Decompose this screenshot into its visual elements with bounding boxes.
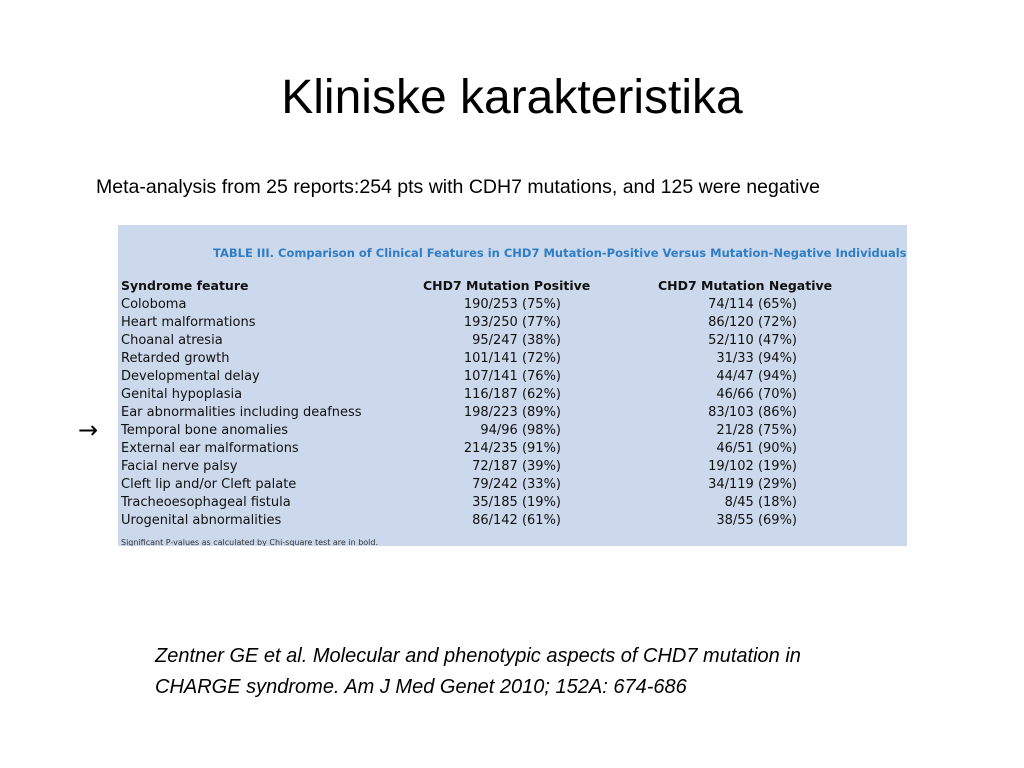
table-row: [118, 350, 907, 368]
positive-cell: 214/235 (91%): [463, 441, 561, 456]
positive-cell: 190/253 (75%): [463, 297, 561, 312]
table-row: [118, 476, 907, 494]
negative-cell: 31/33 (94%): [716, 351, 797, 366]
table-row: [118, 296, 907, 314]
feature-cell: Heart malformations: [121, 315, 256, 330]
comparison-table: [118, 225, 907, 546]
feature-cell: Tracheoesophageal fistula: [121, 495, 291, 510]
negative-cell: 19/102 (19%): [708, 459, 797, 474]
table-row: [118, 458, 907, 476]
positive-cell: 101/141 (72%): [463, 351, 561, 366]
slide-title: Kliniske karakteristika: [281, 71, 743, 124]
feature-cell: Cleft lip and/or Cleft palate: [121, 477, 297, 492]
feature-cell: Coloboma: [121, 297, 187, 312]
positive-cell: 193/250 (77%): [463, 315, 561, 330]
feature-cell: Retarded growth: [121, 351, 230, 366]
positive-cell: 116/187 (62%): [463, 387, 561, 402]
feature-cell: External ear malformations: [121, 441, 299, 456]
feature-cell: Ear abnormalities including deafness: [121, 405, 362, 420]
table-row: [118, 404, 907, 422]
header-mutation-negative: CHD7 Mutation Negative: [658, 278, 833, 293]
feature-cell: Genital hypoplasia: [121, 387, 243, 402]
table-row: [118, 368, 907, 386]
citation: [155, 641, 955, 703]
positive-cell: 35/185 (19%): [472, 495, 561, 510]
feature-cell: Choanal atresia: [121, 333, 223, 348]
positive-cell: 86/142 (61%): [472, 513, 561, 528]
negative-cell: 44/47 (94%): [716, 369, 797, 384]
positive-cell: 107/141 (76%): [463, 369, 561, 384]
header-mutation-positive: CHD7 Mutation Positive: [423, 278, 591, 293]
citation-line: CHARGE syndrome. Am J Med Genet 2010; 152A: 674-686: [155, 676, 687, 698]
table-header: [118, 278, 907, 296]
table-row: [118, 422, 907, 440]
negative-cell: 34/119 (29%): [708, 477, 797, 492]
slide-subtitle: Meta-analysis from 25 reports:254 pts with CDH7 mutations, and 125 were negative: [96, 176, 821, 198]
feature-cell: Facial nerve palsy: [121, 459, 238, 474]
feature-cell: Temporal bone anomalies: [121, 423, 289, 438]
table-row: [118, 332, 907, 350]
table-row: [118, 494, 907, 512]
table-footnote: Significant P-values as calculated by Chi-square test are in bold.: [121, 538, 379, 546]
header-syndrome-feature: Syndrome feature: [121, 278, 249, 293]
positive-cell: 198/223 (89%): [463, 405, 561, 420]
citation-line: Zentner GE et al. Molecular and phenotypic aspects of CHD7 mutation in: [155, 645, 801, 667]
table-row: [118, 314, 907, 332]
feature-cell: Developmental delay: [121, 369, 260, 384]
table-body: [118, 296, 907, 530]
table-caption: TABLE III. Comparison of Clinical Features in CHD7 Mutation-Positive Versus Mutation-Negative Individuals: [213, 246, 907, 260]
negative-cell: 83/103 (86%): [708, 405, 797, 420]
table-row: [118, 386, 907, 404]
negative-cell: 38/55 (69%): [716, 513, 797, 528]
negative-cell: 46/66 (70%): [716, 387, 797, 402]
positive-cell: 94/96 (98%): [480, 423, 561, 438]
table-row: [118, 512, 907, 530]
table-row: [118, 440, 907, 458]
negative-cell: 52/110 (47%): [708, 333, 797, 348]
right-arrow-icon: →: [78, 416, 99, 444]
negative-cell: 21/28 (75%): [716, 423, 797, 438]
negative-cell: 86/120 (72%): [708, 315, 797, 330]
negative-cell: 74/114 (65%): [708, 297, 797, 312]
feature-cell: Urogenital abnormalities: [121, 513, 282, 528]
positive-cell: 79/242 (33%): [472, 477, 561, 492]
positive-cell: 95/247 (38%): [472, 333, 561, 348]
positive-cell: 72/187 (39%): [472, 459, 561, 474]
negative-cell: 46/51 (90%): [716, 441, 797, 456]
negative-cell: 8/45 (18%): [724, 495, 797, 510]
